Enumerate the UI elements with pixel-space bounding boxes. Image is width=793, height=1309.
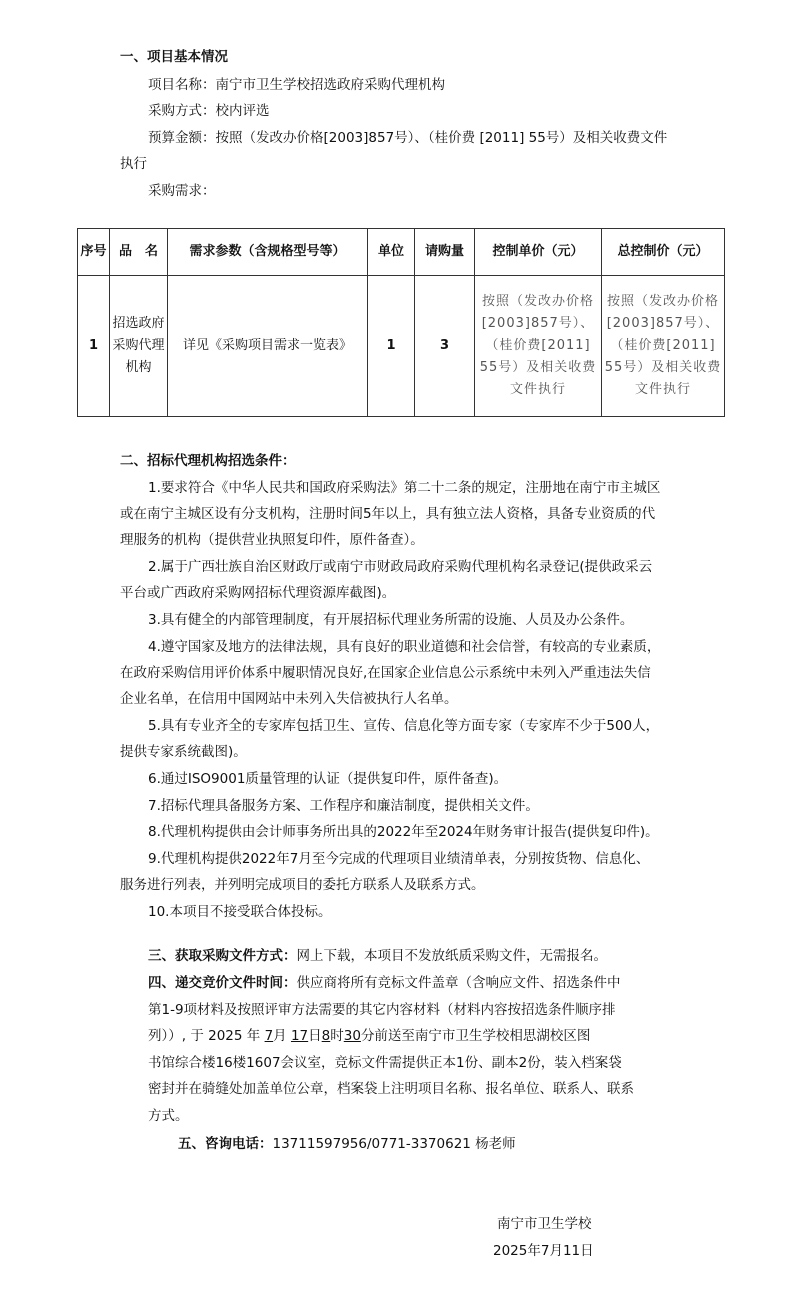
table-header-row: [78, 229, 725, 276]
cell-unit-price: 按照（发改办价格[2003]857号）、（桂价费[2011] 55号）及相关收费文件执行: [475, 276, 602, 417]
section3: [148, 946, 607, 966]
header-qty: 请购量: [415, 229, 475, 276]
cell-qty: 3: [415, 276, 475, 417]
section2-heading: 二、招标代理机构招选条件：: [120, 453, 296, 469]
condition-line: 7.招标代理具备服务方案、工作程序和廉洁制度，提供相关文件。: [148, 798, 539, 814]
condition-line: 6.通过ISO9001质量管理的认证（提供复印件，原件备查)。: [148, 771, 508, 787]
condition-line: 理服务的机构（提供营业执照复印件，原件备查）。: [120, 532, 424, 548]
condition-line: 或在南宁主城区设有分支机构，注册时间5年以上，具有独立法人资格，具备专业资质的代: [120, 506, 656, 522]
footer-date: 2025年7月11日: [493, 1243, 594, 1259]
section5: [178, 1134, 516, 1154]
needs-label: 采购需求：: [148, 183, 216, 199]
section3-heading: 三、获取采购文件方式：: [148, 948, 297, 964]
condition-line: 5.具有专业齐全的专家库包括卫生、宣传、信息化等方面专家（专家库不少于500人，: [148, 718, 660, 734]
cell-total-price: 按照（发改办价格[2003]857号）、（桂价费[2011] 55号）及相关收费文件执行: [602, 276, 725, 417]
condition-line: 提供专家系统截图)。: [120, 744, 247, 760]
condition-line: 3.具有健全的内部管理制度，有开展招标代理业务所需的设施、人员及办公条件。: [148, 612, 634, 628]
section4-line-5: 密封并在骑缝处加盖单位公章，档案袋上注明项目名称、报名单位、联系人、联系: [148, 1081, 634, 1097]
deadline-minute: 30: [343, 1028, 361, 1044]
condition-line: 9.代理机构提供2022年7月至今完成的代理项目业绩清单表，分别按货物、信息化、: [148, 851, 650, 867]
header-no: 序号: [78, 229, 110, 276]
section1-heading: 一、项目基本情况: [120, 49, 228, 65]
footer-org: 南宁市卫生学校: [497, 1216, 592, 1232]
section4-line-6: 方式。: [148, 1108, 189, 1124]
condition-line: 在政府采购信用评价体系中履职情况良好,在国家企业信息公示系统中未列入严重违法失信: [120, 665, 651, 681]
cell-no: 1: [78, 276, 110, 417]
condition-line: 平台或广西政府采购网招标代理资源库截图)。: [120, 585, 396, 601]
condition-line: 8.代理机构提供由会计师事务所出具的2022年至2024年财务审计报告(提供复印件)。: [148, 824, 659, 840]
cell-params: 详见《采购项目需求一览表》: [168, 276, 368, 417]
table-row: [78, 276, 725, 417]
budget-line-1: 预算金额：按照（发改办价格[2003]857号）、（桂价费 [2011] 55号）及相关收费文件: [148, 130, 668, 146]
condition-line: 1.要求符合《中华人民共和国政府采购法》第二十二条的规定，注册地在南宁市主城区: [148, 480, 661, 496]
requirements-table: [77, 228, 725, 417]
budget-line-2: 执行: [120, 156, 147, 172]
section5-heading: 五、咨询电话：: [178, 1136, 273, 1152]
header-params: 需求参数（含规格型号等）: [168, 229, 368, 276]
deadline-month: 7: [264, 1028, 274, 1044]
section4-heading: 四、递交竞价文件时间：: [148, 975, 297, 991]
header-name: 品 名: [110, 229, 168, 276]
condition-line: 10.本项目不接受联合体投标。: [148, 904, 332, 920]
contact-phone: 13711597956/0771-3370621 杨老师: [272, 1136, 516, 1152]
deadline-day: 17: [290, 1028, 309, 1044]
cell-name: 招选政府采购代理机构: [110, 276, 168, 417]
cell-unit: 1: [368, 276, 415, 417]
section4-line-2: 第1-9项材料及按照评审方法需要的其它内容材料（材料内容按招选条件顺序排: [148, 1002, 616, 1018]
section4-line-1: 四、递交竞价文件时间：供应商将所有竞标文件盖章（含响应文件、招选条件中: [148, 975, 621, 991]
section4-line-3: 列））, 于 2025 年 7月 17日8时30分前送至南宁市卫生学校相思湖校区图: [148, 1028, 591, 1044]
purchase-method: 采购方式：校内评选: [148, 103, 270, 119]
condition-line: 服务进行列表，并列明完成项目的委托方联系人及联系方式。: [120, 877, 485, 893]
condition-line: 4.遵守国家及地方的法律法规，具有良好的职业道德和社会信誉，有较高的专业素质，: [148, 639, 661, 655]
section3-text: 网上下载，本项目不发放纸质采购文件，无需报名。: [296, 948, 607, 964]
deadline-hour: 8: [321, 1028, 331, 1044]
header-unit-price: 控制单价（元）: [475, 229, 602, 276]
condition-line: 2.属于广西壮族自治区财政厅或南宁市财政局政府采购代理机构名录登记(提供政采云: [148, 559, 653, 575]
section4-line-4: 书馆综合楼16楼1607会议室，竞标文件需提供正本1份、副本2份，装入档案袋: [148, 1055, 622, 1071]
header-total-price: 总控制价（元）: [602, 229, 725, 276]
condition-line: 企业名单，在信用中国网站中未列入失信被执行人名单。: [120, 691, 458, 707]
project-name: 项目名称：南宁市卫生学校招选政府采购代理机构: [148, 77, 445, 93]
header-unit: 单位: [368, 229, 415, 276]
